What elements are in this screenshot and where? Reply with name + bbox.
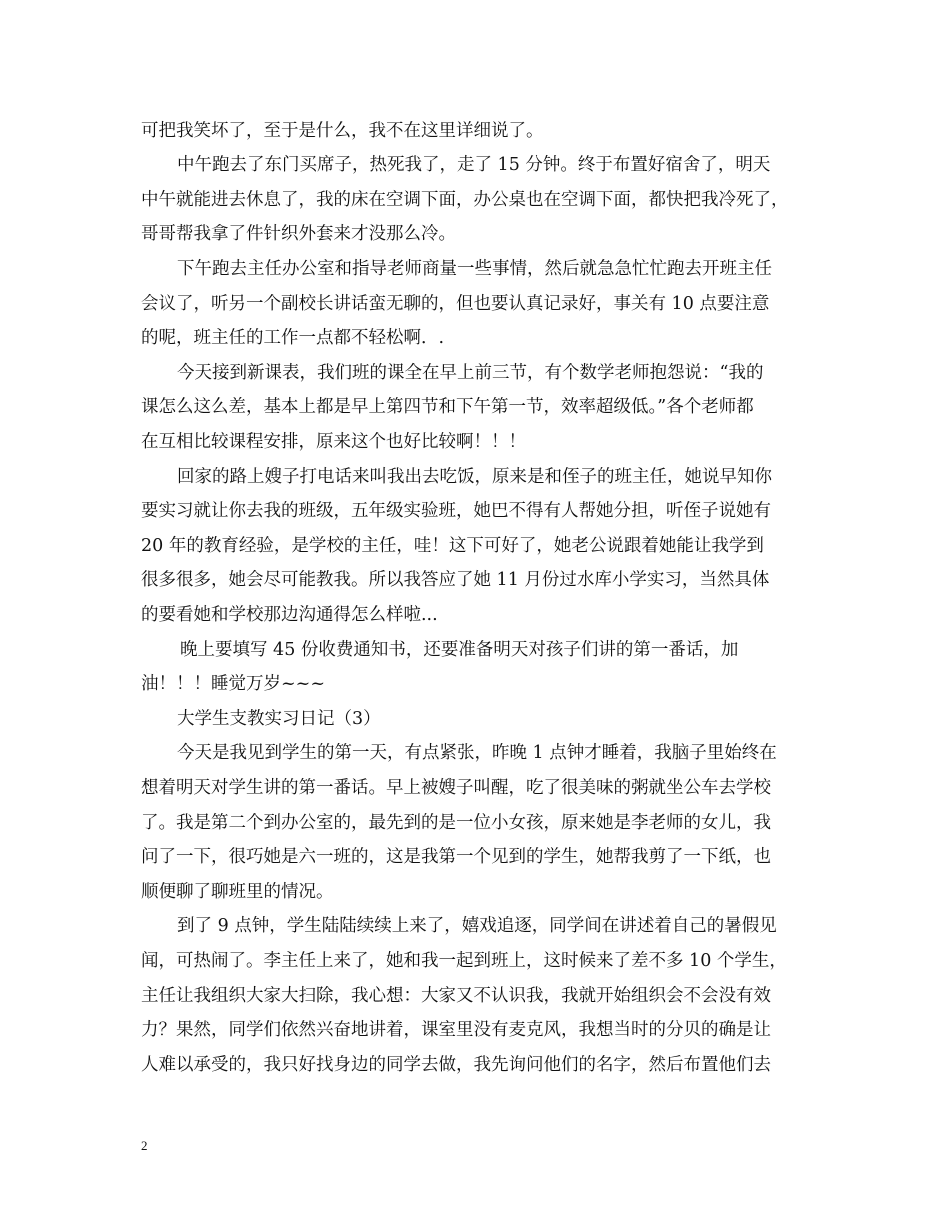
text-line: 主任让我组织大家大扫除，我心想：大家又不认识我，我就开始组织会不会没有效: [141, 986, 771, 1006]
text-line: 中午跑去了东门买席子，热死我了，走了 15 分钟。终于布置好宿舍了，明天: [177, 155, 771, 175]
text-line: 想着明天对学生讲的第一番话。早上被嫂子叫醒，吃了很美味的粥就坐公车去学校: [141, 778, 771, 798]
text-line: 中午就能进去休息了，我的床在空调下面，办公桌也在空调下面，都快把我冷死了，: [141, 190, 789, 210]
text-line: 很多很多，她会尽可能教我。所以我答应了她 11 月份过水库小学实习，当然具体: [141, 570, 770, 590]
text-line: 课怎么这么差，基本上都是早上第四节和下午第一节，效率超级低。”各个老师都: [141, 397, 754, 417]
text-line: 人难以承受的，我只好找身边的同学去做，我先询问他们的名字，然后布置他们去: [141, 1055, 771, 1075]
text-line: 了。我是第二个到办公室的，最先到的是一位小女孩，原来她是李老师的女儿，我: [141, 813, 771, 833]
text-line: 回家的路上嫂子打电话来叫我出去吃饭，原来是和侄子的班主任，她说早知你: [177, 467, 772, 487]
text-line: 可把我笑坏了，至于是什么，我不在这里详细说了。: [141, 121, 544, 141]
text-line: 在互相比较课程安排，原来这个也好比较啊！！！: [141, 432, 526, 452]
text-line: 会议了，听另一个副校长讲话蛮无聊的，但也要认真记录好，事关有 10 点要注意: [141, 294, 770, 314]
text-line: 晚上要填写 45 份收费通知书，还要准备明天对孩子们讲的第一番话，加: [180, 640, 739, 660]
text-line: 的要看她和学校那边沟通得怎么样啦...: [141, 605, 438, 625]
text-line: 问了一下，很巧她是六一班的，这是我第一个见到的学生，她帮我剪了一下纸，也: [141, 847, 771, 867]
text-line: 下午跑去主任办公室和指导老师商量一些事情，然后就急急忙忙跑去开班主任: [177, 259, 772, 279]
text-line: 20 年的教育经验，是学校的主任，哇！这下可好了，她老公说跟着她能让我学到: [141, 536, 764, 556]
text-line: 哥哥帮我拿了件针织外套来才没那么冷。: [141, 224, 456, 244]
text-line: 力？果然，同学们依然兴奋地讲着，课室里没有麦克风，我想当时的分贝的确是让: [141, 1020, 771, 1040]
text-line: 顺便聊了聊班里的情况。: [141, 882, 334, 902]
text-line: 闻，可热闹了。李主任上来了，她和我一起到班上，这时候来了差不多 10 个学生，: [141, 951, 787, 971]
page-number: 2: [141, 1138, 148, 1153]
text-line: 今天接到新课表，我们班的课全在早上前三节，有个数学老师抱怨说：“我的: [177, 363, 764, 383]
text-line: 今天是我见到学生的第一天，有点紧张，昨晚 1 点钟才睡着，我脑子里始终在: [177, 743, 777, 763]
text-line: 的呢，班主任的工作一点都不轻松啊．.: [141, 328, 445, 348]
text-line: 要实习就让你去我的班级，五年级实验班，她巴不得有人帮她分担，听侄子说她有: [141, 501, 771, 521]
section-heading: 大学生支教实习日记（3）: [177, 709, 381, 729]
text-line: 到了 9 点钟，学生陆陆续续上来了，嬉戏追逐，同学间在讲述着自己的暑假见: [177, 916, 777, 936]
text-line: 油！！！睡觉万岁~~~: [141, 674, 325, 694]
